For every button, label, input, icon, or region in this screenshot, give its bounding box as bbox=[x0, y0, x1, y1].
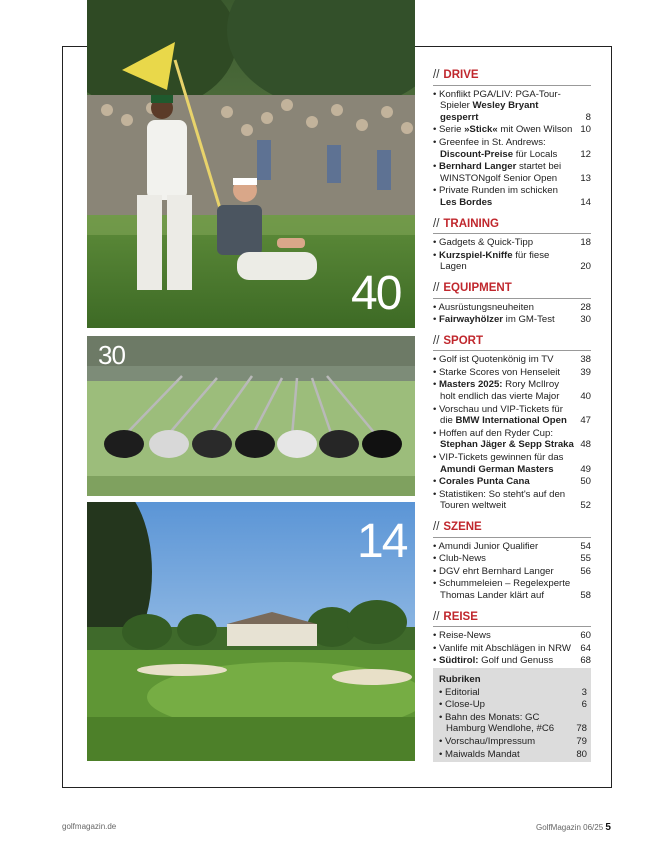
rubriken-entry[interactable] bbox=[439, 712, 587, 735]
toc-entry[interactable] bbox=[433, 428, 591, 451]
rubriken-entry-text: • Bahn des Monats: GC Hamburg Wendlohe, #C6 bbox=[439, 711, 555, 735]
toc-entry-page: 52 bbox=[580, 500, 591, 512]
section-slash: // bbox=[433, 281, 440, 294]
toc-entry[interactable] bbox=[433, 643, 591, 655]
rubriken-entry-text: • Close-Up bbox=[439, 699, 486, 711]
section-heading bbox=[433, 219, 591, 235]
toc-entry[interactable] bbox=[433, 302, 591, 314]
toc-entry-text: • Amundi Junior Qualifier bbox=[433, 540, 539, 552]
toc-entry-text: • Masters 2025: Rory McIlroy holt endlich das vierte Major bbox=[433, 379, 560, 403]
footer-website: golfmagazin.de bbox=[62, 822, 117, 831]
toc-entry[interactable] bbox=[433, 452, 591, 475]
toc-entry[interactable] bbox=[433, 367, 591, 379]
toc-entry[interactable] bbox=[433, 185, 591, 208]
toc-entry-text: • Corales Punta Cana bbox=[433, 476, 530, 488]
toc-entry[interactable] bbox=[433, 314, 591, 326]
toc-section-sport bbox=[433, 336, 591, 512]
rubriken-entry-page: 78 bbox=[576, 723, 587, 735]
toc-entry[interactable] bbox=[433, 161, 591, 184]
toc-entry-page: 13 bbox=[580, 172, 591, 184]
toc-entry-page: 20 bbox=[580, 261, 591, 273]
table-of-contents bbox=[433, 70, 591, 677]
toc-entry-text: • Vanlife mit Abschlägen in NRW bbox=[433, 642, 571, 654]
toc-entry-page: 40 bbox=[580, 391, 591, 403]
toc-entry-page: 48 bbox=[580, 439, 591, 451]
footer-page-number: 5 bbox=[605, 822, 611, 833]
toc-entry-text: • Fairwayhölzer im GM-Test bbox=[433, 314, 555, 326]
rubriken-entry[interactable] bbox=[439, 687, 587, 699]
toc-entry-text: • Private Runden im schicken Les Bordes bbox=[433, 185, 558, 208]
toc-entry-page: 56 bbox=[580, 565, 591, 577]
toc-entry-page: 12 bbox=[580, 148, 591, 160]
section-slash: // bbox=[433, 217, 440, 230]
section-heading bbox=[433, 336, 591, 352]
rubriken-entry-text: • Vorschau/Impressum bbox=[439, 735, 536, 747]
section-heading bbox=[433, 283, 591, 299]
toc-entry-text: • Gadgets & Quick-Tipp bbox=[433, 237, 534, 249]
section-heading bbox=[433, 522, 591, 538]
toc-entry-text: • Vorschau und VIP-Tickets für die BMW International Open bbox=[433, 403, 567, 427]
toc-entry[interactable] bbox=[433, 553, 591, 565]
toc-entry-page: 18 bbox=[580, 237, 591, 249]
toc-entry[interactable] bbox=[433, 566, 591, 578]
photo-number-30: 30 bbox=[98, 340, 125, 370]
section-slash: // bbox=[433, 610, 440, 623]
toc-entry[interactable] bbox=[433, 250, 591, 273]
toc-entry-text: • Ausrüstungsneuheiten bbox=[433, 301, 534, 313]
section-title: TRAINING bbox=[443, 217, 499, 230]
rubriken-entry[interactable] bbox=[439, 749, 587, 761]
toc-entry-text: • Statistiken: So steht's auf den Touren weltweit bbox=[433, 488, 566, 512]
section-title: EQUIPMENT bbox=[443, 281, 512, 294]
toc-entry-page: 54 bbox=[580, 540, 591, 552]
rubriken-list bbox=[439, 687, 587, 761]
toc-section-drive bbox=[433, 70, 591, 209]
toc-entry[interactable] bbox=[433, 379, 591, 402]
rubriken-entry-page: 3 bbox=[581, 686, 587, 698]
toc-entry[interactable] bbox=[433, 578, 591, 601]
section-title: SZENE bbox=[443, 521, 482, 533]
toc-entry-text: • Starke Scores von Henseleit bbox=[433, 366, 561, 378]
rubriken-entry-text: • Maiwalds Mandat bbox=[439, 748, 520, 760]
toc-entry-page: 30 bbox=[580, 314, 591, 326]
rubriken-entry[interactable] bbox=[439, 736, 587, 748]
toc-entry[interactable] bbox=[433, 89, 591, 124]
toc-entry[interactable] bbox=[433, 630, 591, 642]
toc-entry-page: 38 bbox=[580, 354, 591, 366]
toc-entry-page: 10 bbox=[580, 124, 591, 136]
toc-entry-text: • Reise-News bbox=[433, 630, 491, 642]
toc-section-szene bbox=[433, 522, 591, 602]
rubriken-title: Rubriken bbox=[439, 674, 481, 685]
section-slash: // bbox=[433, 334, 440, 347]
toc-entry-text: • Kurzspiel-Kniffe für fiese Lagen bbox=[433, 249, 550, 273]
photo-number-14: 14 bbox=[357, 515, 407, 568]
toc-entry-text: • VIP-Tickets gewinnen für das Amundi German Masters bbox=[433, 452, 564, 475]
toc-entry[interactable] bbox=[433, 541, 591, 553]
toc-entry-text: • Bernhard Langer startet bei WINSTONgolf Senior Open bbox=[433, 161, 562, 184]
toc-entry[interactable] bbox=[433, 354, 591, 366]
toc-section-equipment bbox=[433, 283, 591, 326]
toc-entry-text: • Hoffen auf den Ryder Cup: Stephan Jäger & Sepp Straka bbox=[433, 427, 574, 451]
toc-entry[interactable] bbox=[433, 476, 591, 488]
section-slash: // bbox=[433, 521, 440, 533]
toc-entry-page: 28 bbox=[580, 301, 591, 313]
toc-entry[interactable] bbox=[433, 237, 591, 249]
toc-entry-text: • Club-News bbox=[433, 553, 486, 565]
rubriken-entry-page: 79 bbox=[576, 735, 587, 747]
toc-entry-page: 47 bbox=[580, 415, 591, 427]
toc-entry-text: • Schummeleien – Regelexperte Thomas Lander klärt auf bbox=[433, 578, 571, 601]
photo-fairway-woods bbox=[87, 336, 415, 496]
rubriken-entry-page: 80 bbox=[576, 748, 587, 760]
toc-entry-page: 64 bbox=[580, 642, 591, 654]
section-title: REISE bbox=[443, 610, 478, 623]
rubriken-entry-text: • Editorial bbox=[439, 686, 480, 698]
toc-entry-page: 14 bbox=[580, 196, 591, 208]
rubriken-entry-page: 6 bbox=[581, 699, 587, 711]
toc-entry-text: • Südtirol: Golf und Genuss bbox=[433, 655, 554, 667]
photo-number-40: 40 bbox=[351, 267, 401, 320]
toc-entry[interactable] bbox=[433, 489, 591, 512]
toc-entry-text: • Greenfee in St. Andrews: Discount-Preise für Locals bbox=[433, 136, 558, 160]
section-title: SPORT bbox=[443, 334, 484, 347]
section-title: DRIVE bbox=[443, 69, 479, 81]
toc-entry-text: • DGV ehrt Bernhard Langer bbox=[433, 565, 554, 577]
toc-entry-page: 39 bbox=[580, 366, 591, 378]
section-heading bbox=[433, 70, 591, 86]
toc-entry-page: 49 bbox=[580, 463, 591, 475]
toc-entry-page: 58 bbox=[580, 589, 591, 601]
toc-entry-page: 8 bbox=[585, 111, 591, 123]
footer-issue bbox=[536, 822, 611, 833]
toc-entry[interactable] bbox=[433, 137, 591, 160]
rubriken-box bbox=[433, 668, 591, 762]
toc-entry-text: • Serie »Stick« mit Owen Wilson bbox=[433, 124, 573, 136]
rubriken-entry[interactable] bbox=[439, 699, 587, 711]
toc-entry-page: 50 bbox=[580, 476, 591, 488]
toc-entry-text: • Konflikt PGA/LIV: PGA-Tour-Spieler Wesley Bryant gesperrt bbox=[433, 88, 561, 123]
toc-entry-page: 60 bbox=[580, 630, 591, 642]
toc-section-training bbox=[433, 219, 591, 273]
toc-entry[interactable] bbox=[433, 124, 591, 136]
toc-entry-page: 55 bbox=[580, 553, 591, 565]
footer-issue-label: GolfMagazin 06/25 bbox=[536, 823, 604, 832]
toc-section-reise bbox=[433, 612, 591, 667]
toc-entry[interactable] bbox=[433, 404, 591, 427]
toc-entry[interactable] bbox=[433, 655, 591, 667]
toc-entry-page: 68 bbox=[580, 655, 591, 667]
section-heading bbox=[433, 612, 591, 628]
section-slash: // bbox=[433, 69, 440, 81]
toc-entry-text: • Golf ist Quotenkönig im TV bbox=[433, 354, 554, 366]
